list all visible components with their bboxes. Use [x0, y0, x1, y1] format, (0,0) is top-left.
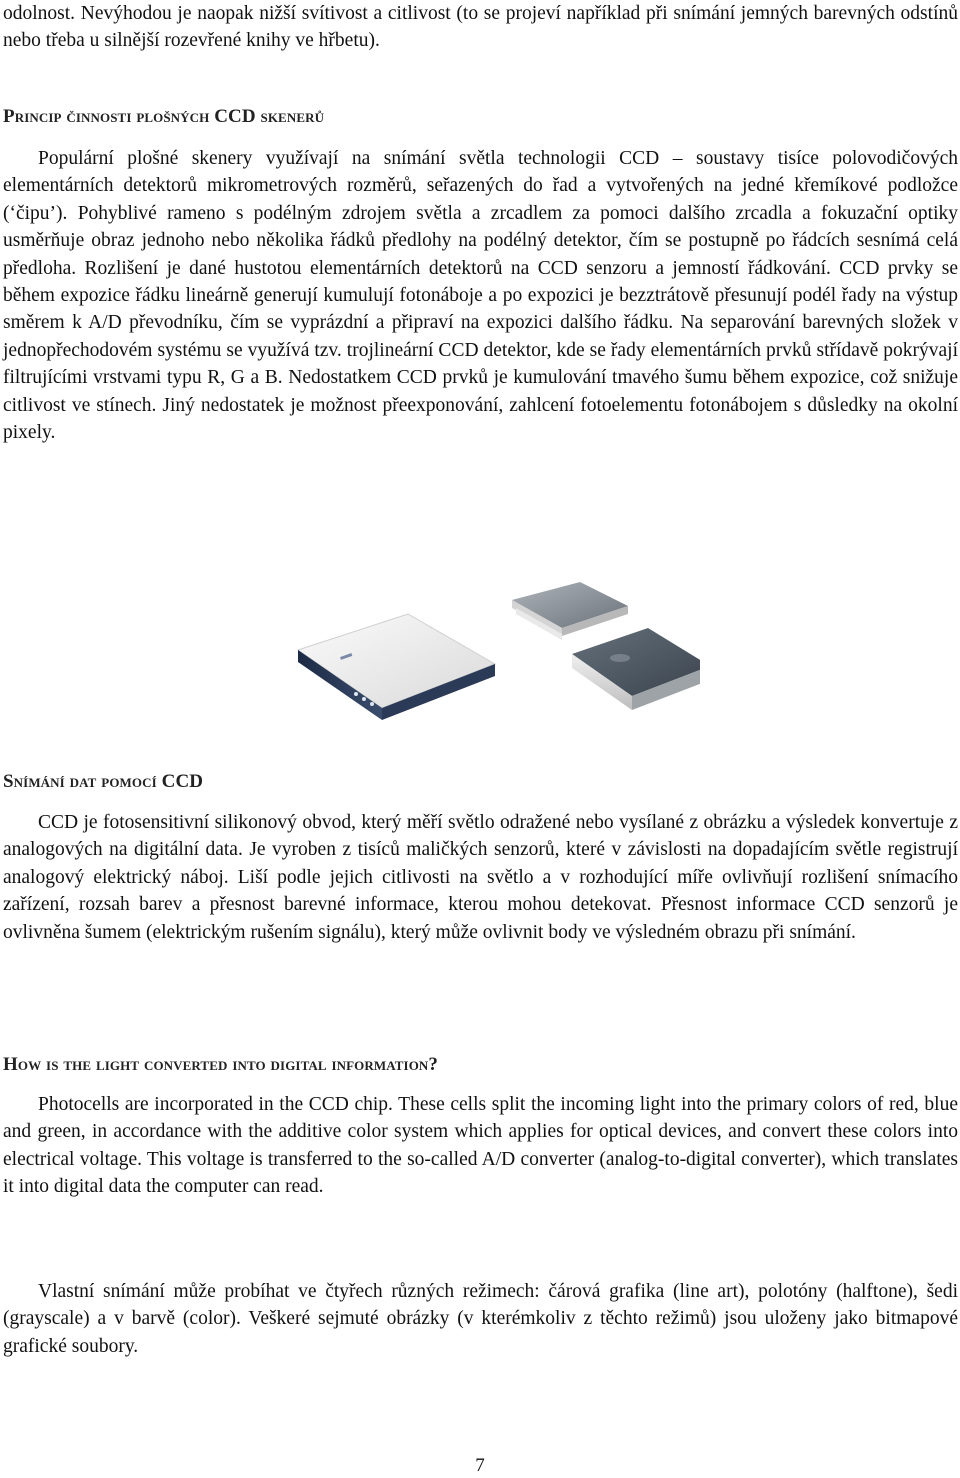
scanner-back [512, 582, 628, 640]
section-paragraph-princip: Populární plošné skenery využívají na snímání světla technologii CCD – soustavy tisíce polovodičových elementárních detektorů mikrometrových rozměrů, seřazených do řad a vytvořených na jedné křemíkové podložce (‘čipu’). Pohyblivé rameno s podélným zdrojem světla a zrcadlem za pomoci dalšího zrcadla a fokuzační optiky usměrňuje obraz jednoho nebo několika řádků předlohy na podélný detektor, čím se postupně po řádcích sesnímá celá předloha. Rozlišení je dané hustotou elementárních detektorů na CCD senzoru a jemností řádkování. CCD prvky se během expozice řádku lineárně generují kumulují fotonáboje a po expozici je bezztrátově přesunují podél řady na výstup směrem k A/D převodníku, čím se vyprázdní a připraví na expozici dalšího řádku. Na separování barevných složek v jednopřechodovém systému se využívá tzv. trojlineární CCD detektor, kde se řady elementárních prvků střídavě pokrývají filtrujícími vrstvami typu R, G a B. Nedostatkem CCD prvků je kumulování tmavého šumu během expozice, což snižuje citlivost ve stínech. Jiný nedostatek je možnost přeexponování, zahlcení fotoelementu fotonábojem s důsledky na okolní pixely. [3, 148, 958, 444]
flatbed-scanners-image [280, 570, 700, 725]
intro-paragraph: odolnost. Nevýhodou je naopak nižší svítivost a citlivost (to se projeví například při snímání jemných barevných odstínů nebo třeba u silnější rozevřené knihy ve hřbetu). [3, 3, 958, 52]
scanner-right [572, 628, 700, 710]
page-number: 7 [475, 1455, 485, 1476]
section-heading-princip: Princip činnosti plošných CCD skenerů [3, 106, 325, 127]
section-paragraph-snimani: CCD je fotosensitivní silikonový obvod, který měří světlo odražené nebo vysílané z obrázku a výsledek konvertuje z analogových na digitální data. Je vyroben z tisíců maličkých senzorů, které v závislosti na dopadajícím světle registrují analogový elektrický náboj. Liší podle jejich citlivosti na světlo a v rozhodující míře ovlivňují rozlišení snímacího zařízení, rozsah barev a přesnost barevné informace, kterou mohou detekovat. Přesnost informace CCD senzorů je ovlivněna šumem (elektrickým rušením signálu), který může ovlivnit body ve výsledném obrazu při snímání. [3, 812, 958, 943]
section-paragraph-light-conversion: Photocells are incorporated in the CCD chip. These cells split the incoming light into the primary colors of red, blue and green, in accordance with the additive color system which applies for optical devices, and convert these colors into electrical voltage. This voltage is transferred to the so-called A/D converter (analog-to-digital converter), which translates it into digital data the computer can read. [3, 1094, 958, 1198]
section-heading-light-conversion: How is the light converted into digital information? [3, 1054, 439, 1075]
closing-paragraph: Vlastní snímání může probíhat ve čtyřech různých režimech: čárová grafika (line art), polotóny (halftone), šedi (grayscale) a v barvě (color). Veškeré sejmuté obrázky (v kterémkoliv z těchto režimů) jsou uloženy jako bitmapové grafické soubory. [3, 1281, 958, 1357]
section-heading-snimani: Snímání dat pomocí CCD [3, 771, 204, 792]
scanner-front [298, 614, 495, 720]
